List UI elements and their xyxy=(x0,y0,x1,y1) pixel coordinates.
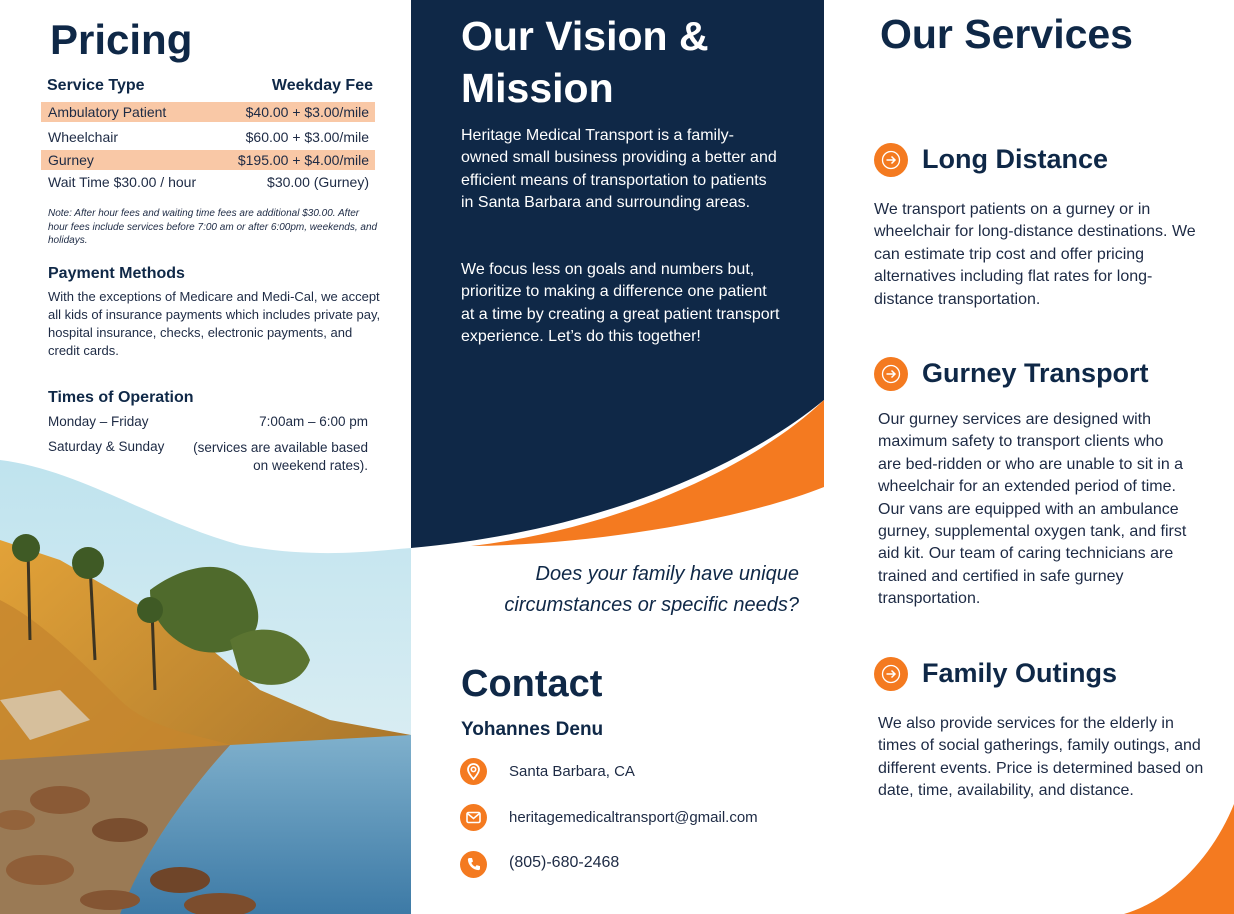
contact-title: Contact xyxy=(461,663,603,705)
orange-corner-accent xyxy=(1114,804,1234,914)
row-service: Ambulatory Patient xyxy=(48,104,167,120)
table-row xyxy=(41,150,375,170)
phone-icon xyxy=(460,851,487,878)
vision-title: Our Vision & Mission xyxy=(461,13,709,111)
service-title: Long Distance xyxy=(922,144,1109,174)
row-service: Wait Time $30.00 / hour xyxy=(48,174,197,190)
service-text: We transport patients on a gurney or in wheelchair for long-distance destinations. We can estimate trip cost and offer pricing alternatives including flat rates for long-distance transportation. xyxy=(874,201,1196,308)
pricing-title: Pricing xyxy=(50,16,193,63)
times-days: Saturday & Sunday xyxy=(48,439,165,454)
email-icon xyxy=(460,804,487,831)
services-panel xyxy=(824,0,1234,914)
row-fee: $60.00 + $3.00/mile xyxy=(245,129,369,145)
family-question: Does your family have unique circumstances or specific needs? xyxy=(504,563,799,616)
row-service: Wheelchair xyxy=(48,129,119,145)
pricing-panel xyxy=(0,0,411,914)
service-text: Our gurney services are designed with maximum safety to transport clients who are bed-ridden or who are unable to sit in a wheelchair for an extended period of time. Our vans are equipped with an ambulance gurney, supplemental oxygen tank, and first aid kit. Our team of caring technicians are trained and certified in safe gurney transportation. xyxy=(878,411,1187,608)
vision-contact-panel xyxy=(411,0,824,914)
contact-name: Yohannes Denu xyxy=(461,719,604,740)
row-fee: $30.00 (Gurney) xyxy=(267,174,369,190)
location-text: Santa Barbara, CA xyxy=(509,763,635,780)
times-days: Monday – Friday xyxy=(48,414,149,429)
email-link[interactable]: heritagemedicaltransport@gmail.com xyxy=(509,809,758,826)
row-service: Gurney xyxy=(48,152,94,168)
col-weekday-fee: Weekday Fee xyxy=(271,77,373,94)
arrow-right-icon xyxy=(874,143,908,177)
service-title: Family Outings xyxy=(922,658,1118,688)
times-hours: 7:00am – 6:00 pm xyxy=(259,414,368,429)
table-row xyxy=(41,102,375,122)
times-heading: Times of Operation xyxy=(48,389,194,406)
location-pin-icon xyxy=(460,758,487,785)
table-row xyxy=(41,172,375,192)
service-title: Gurney Transport xyxy=(922,358,1149,388)
col-service-type: Service Type xyxy=(47,77,145,94)
arrow-right-icon xyxy=(874,657,908,691)
services-title: Our Services xyxy=(880,11,1133,57)
payment-methods-heading: Payment Methods xyxy=(48,265,185,282)
times-row xyxy=(48,439,368,473)
vision-paragraph-1: Heritage Medical Transport is a family-owned small business providing a better and efficient means of transportation to patients in Santa Barbara and surrounding areas. xyxy=(461,127,777,212)
payment-methods-text: With the exceptions of Medicare and Medi-Cal, we accept all kids of insurance payments which includes private pay, hospital insurance, checks, electronic payments, and credit cards. xyxy=(48,289,381,358)
pricing-note: Note: After hour fees and waiting time fees are additional $30.00. After hour fees include services before 7:00 am or after 6:00pm, weekends, and holidays. xyxy=(48,208,378,246)
row-fee: $195.00 + $4.00/mile xyxy=(237,152,369,168)
arrow-right-icon xyxy=(874,357,908,391)
pricing-table-header xyxy=(47,77,373,95)
phone-link[interactable]: (805)-680-2468 xyxy=(509,854,620,871)
row-fee: $40.00 + $3.00/mile xyxy=(245,104,369,120)
times-hours: (services are available based on weekend rates). xyxy=(193,440,368,473)
table-row xyxy=(41,127,375,147)
vision-paragraph-2: We focus less on goals and numbers but, prioritize to making a difference one patient at a time by creating a great patient transport experience. Let’s do this together! xyxy=(461,261,780,346)
times-row xyxy=(48,414,368,429)
service-text: We also provide services for the elderly in times of social gatherings, family outings, and different events. Price is determined based on date, time, availability, and distance. xyxy=(878,715,1204,800)
